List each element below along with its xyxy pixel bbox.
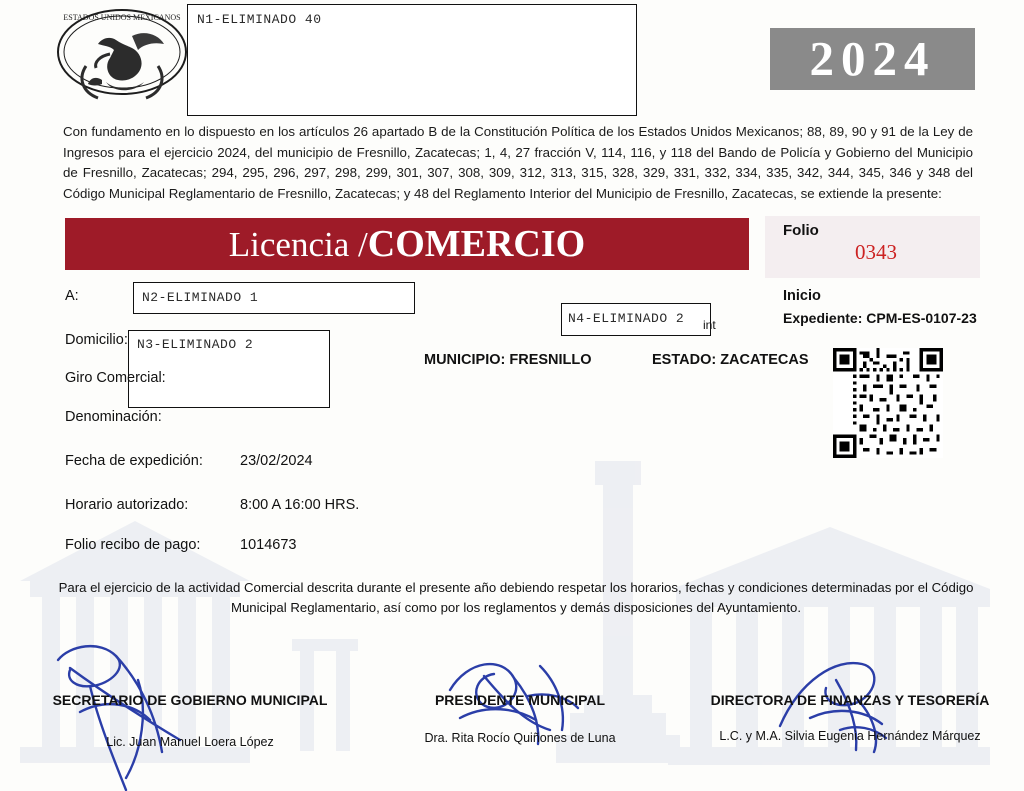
license-title-thin: Licencia / (228, 225, 368, 264)
field-label-a: A: (65, 288, 79, 304)
year-badge: 2024 (770, 28, 975, 90)
license-title-bar (65, 218, 749, 270)
inicio-label: Inicio (783, 288, 821, 304)
redacted-label-n3: N3-ELIMINADO 2 (137, 337, 254, 352)
redacted-label-n4: N4-ELIMINADO 2 (568, 311, 685, 326)
field-label-folio-recibo: Folio recibo de pago: (65, 537, 201, 553)
signature-title-tesoreria: DIRECTORA DE FINANZAS Y TESORERÍA (710, 692, 990, 708)
license-title (65, 218, 749, 270)
field-label-domicilio: Domicilio: (65, 332, 128, 348)
field-value-folio-recibo: 1014673 (240, 537, 297, 553)
redacted-field-n1 (187, 4, 637, 116)
interior-number-suffix: int (703, 318, 716, 332)
field-label-fecha-expedicion: Fecha de expedición: (65, 453, 203, 469)
redacted-label-n1: N1-ELIMINADO 40 (197, 12, 322, 27)
expediente-value: Expediente: CPM-ES-0107-23 (783, 310, 977, 326)
redacted-field-n3 (128, 330, 330, 408)
svg-text:ESTADOS UNIDOS MEXICANOS: ESTADOS UNIDOS MEXICANOS (63, 13, 181, 22)
folio-label: Folio (783, 222, 819, 239)
field-value-fecha-expedicion: 23/02/2024 (240, 453, 313, 469)
signature-name-tesoreria: L.C. y M.A. Silvia Eugenia Hernández Márquez (719, 729, 981, 743)
legal-paragraph: Con fundamento en lo dispuesto en los artículos 26 apartado B de la Constitución Política de los Estados Unidos Mexicanos; 88, 89, 90 y 91 de la Ley de Ingresos para el ejercicio 2024, del municipio de Fresnillo, Zacatecas; 1, 4, 27 fracción V, 114, 116, y 118 del Bando de Policía y Gobierno del Municipio de Fresnillo, Zacatecas; 294, 295, 296, 297, 298, 299, 301, 307, 308, 309, 312, 313, 315, 328, 329, 331, 332, 334, 335, 342, 344, 345, 346 y 348 del Código Municipal Reglamentario de Fresnillo, Zacatecas; y 48 del Reglamento Interior del Municipio de Fresnillo, Zacatecas, se extiende la presente: (63, 124, 973, 201)
qr-code (833, 348, 943, 458)
field-label-denominacion: Denominación: (65, 409, 162, 425)
license-title-bold: COMERCIO (367, 223, 586, 265)
signature-title-presidente: PRESIDENTE MUNICIPAL (434, 692, 606, 708)
signature-name-secretario: Lic. Juan Manuel Loera López (106, 735, 274, 749)
coat-of-arms-icon (52, 6, 192, 118)
signature-name-presidente: Dra. Rita Rocío Quiñones de Luna (424, 731, 616, 745)
folio-value: 0343 (855, 240, 897, 264)
redacted-field-n4 (561, 303, 711, 336)
estado-value: ESTADO: ZACATECAS (652, 352, 809, 368)
field-value-horario-autorizado: 8:00 A 16:00 HRS. (240, 497, 360, 513)
footer-note: Para el ejercicio de la actividad Comercial descrita durante el presente año debiendo respetar los horarios, fechas y condiciones determinadas por el Código Municipal Reglamentario, así como por los reglamentos y demás disposiciones del Ayuntamiento. (58, 580, 974, 615)
redacted-field-n2 (133, 282, 415, 314)
municipio-value: MUNICIPIO: FRESNILLO (424, 352, 592, 368)
redacted-label-n2: N2-ELIMINADO 1 (142, 290, 259, 305)
signature-title-secretario: SECRETARIO DE GOBIERNO MUNICIPAL (52, 692, 328, 708)
field-label-giro-comercial: Giro Comercial: (65, 370, 166, 386)
field-label-horario-autorizado: Horario autorizado: (65, 497, 189, 513)
